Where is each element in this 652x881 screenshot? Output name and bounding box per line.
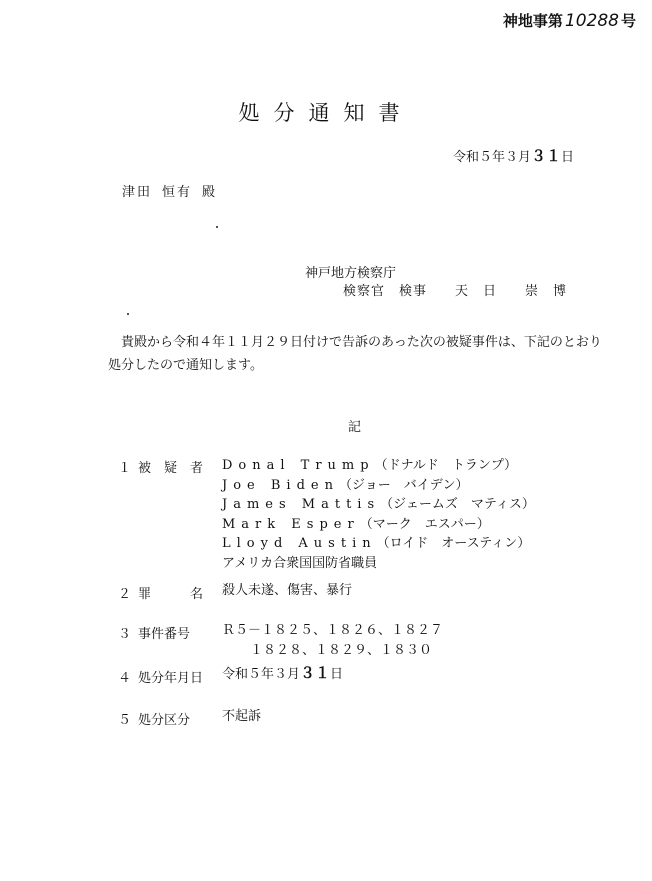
disposition-date-suffix: 日 [330,667,344,682]
item-5-label: 処分区分 [138,713,191,728]
stamp-suffix: 号 [620,12,636,30]
item-1-label: 被 疑 者 [138,461,204,476]
suspect-row [222,456,535,476]
suspect-kana-name: （ジョー バイデン） [338,477,469,493]
case-numbers [222,621,443,660]
scan-speck [127,313,129,315]
scan-speck [216,226,218,228]
item-4-label: 処分年月日 [138,671,204,686]
suspect-roman-name: Mark Esper [222,516,360,532]
item-3-label: 事件番号 [138,627,191,642]
suspect-kana-name: （マーク エスパー） [359,516,490,532]
disposition-date-prefix: 令和５年３月 [222,667,301,682]
suspect-kana-name: （ロイド オースティン） [376,536,531,551]
stamp-prefix: 神地事第 [502,12,563,30]
issue-date-prefix: 令和５年３月 [453,150,532,165]
case-stamp [503,10,636,31]
disposition-date-day: ３１ [300,664,331,682]
stamp-number: 10288 [564,11,619,31]
suspect-kana-name: （ジェームズ マティス） [380,497,535,512]
suspect-row [222,495,535,515]
suspect-row [222,476,535,496]
notice-body [108,331,608,377]
disposition-type: 不起訴 [222,709,262,724]
suspect-row [222,534,535,554]
item-2-number: ２ [118,587,132,602]
suspect-roman-name: Donal Trump [222,458,375,473]
record-heading: 記 [348,420,362,435]
issue-date-day: ３１ [531,147,562,165]
item-1-number: １ [118,461,132,476]
charge-value: 殺人未遂、傷害、暴行 [222,583,353,598]
disposition-date [222,664,343,685]
case-numbers-line-1: Ｒ５－１８２５、１８２６、１８２７ [222,623,444,638]
document-title: 処分通知書 [238,101,414,125]
suspect-roman-name: Lloyd Austin [222,536,377,551]
suspect-roman-name: Joe Biden [222,477,339,493]
sender-name: 検察官 検事 天 日 崇 博 [343,284,568,299]
suspect-kana-name: （ドナルド トランプ） [374,458,518,473]
item-3-number: ３ [118,627,132,642]
issue-date-suffix: 日 [561,150,575,165]
addressee-honorific: 殿 [202,185,218,200]
item-4-number: ４ [118,671,132,686]
item-2-label: 罪 名 [138,587,204,602]
suspect-row [222,515,535,535]
addressee-given: 恒有 [162,185,193,200]
item-5-number: ５ [118,713,132,728]
addressee [122,181,217,200]
case-numbers-line-2: １８２８、１８２９、１８３０ [250,642,433,658]
suspect-roman-name: James Mattis [222,497,381,512]
sender-office: 神戸地方検察庁 [305,266,397,281]
issue-date [453,145,574,166]
addressee-surname: 津田 [122,185,153,200]
suspect-list [222,456,535,573]
notice-body-text: 貴殿から令和４年１１月２９日付けで告訴のあった次の被疑事件は、下記のとおり処分したので通知します。 [108,335,602,373]
suspect-affiliation: アメリカ合衆国国防省職員 [222,555,378,571]
